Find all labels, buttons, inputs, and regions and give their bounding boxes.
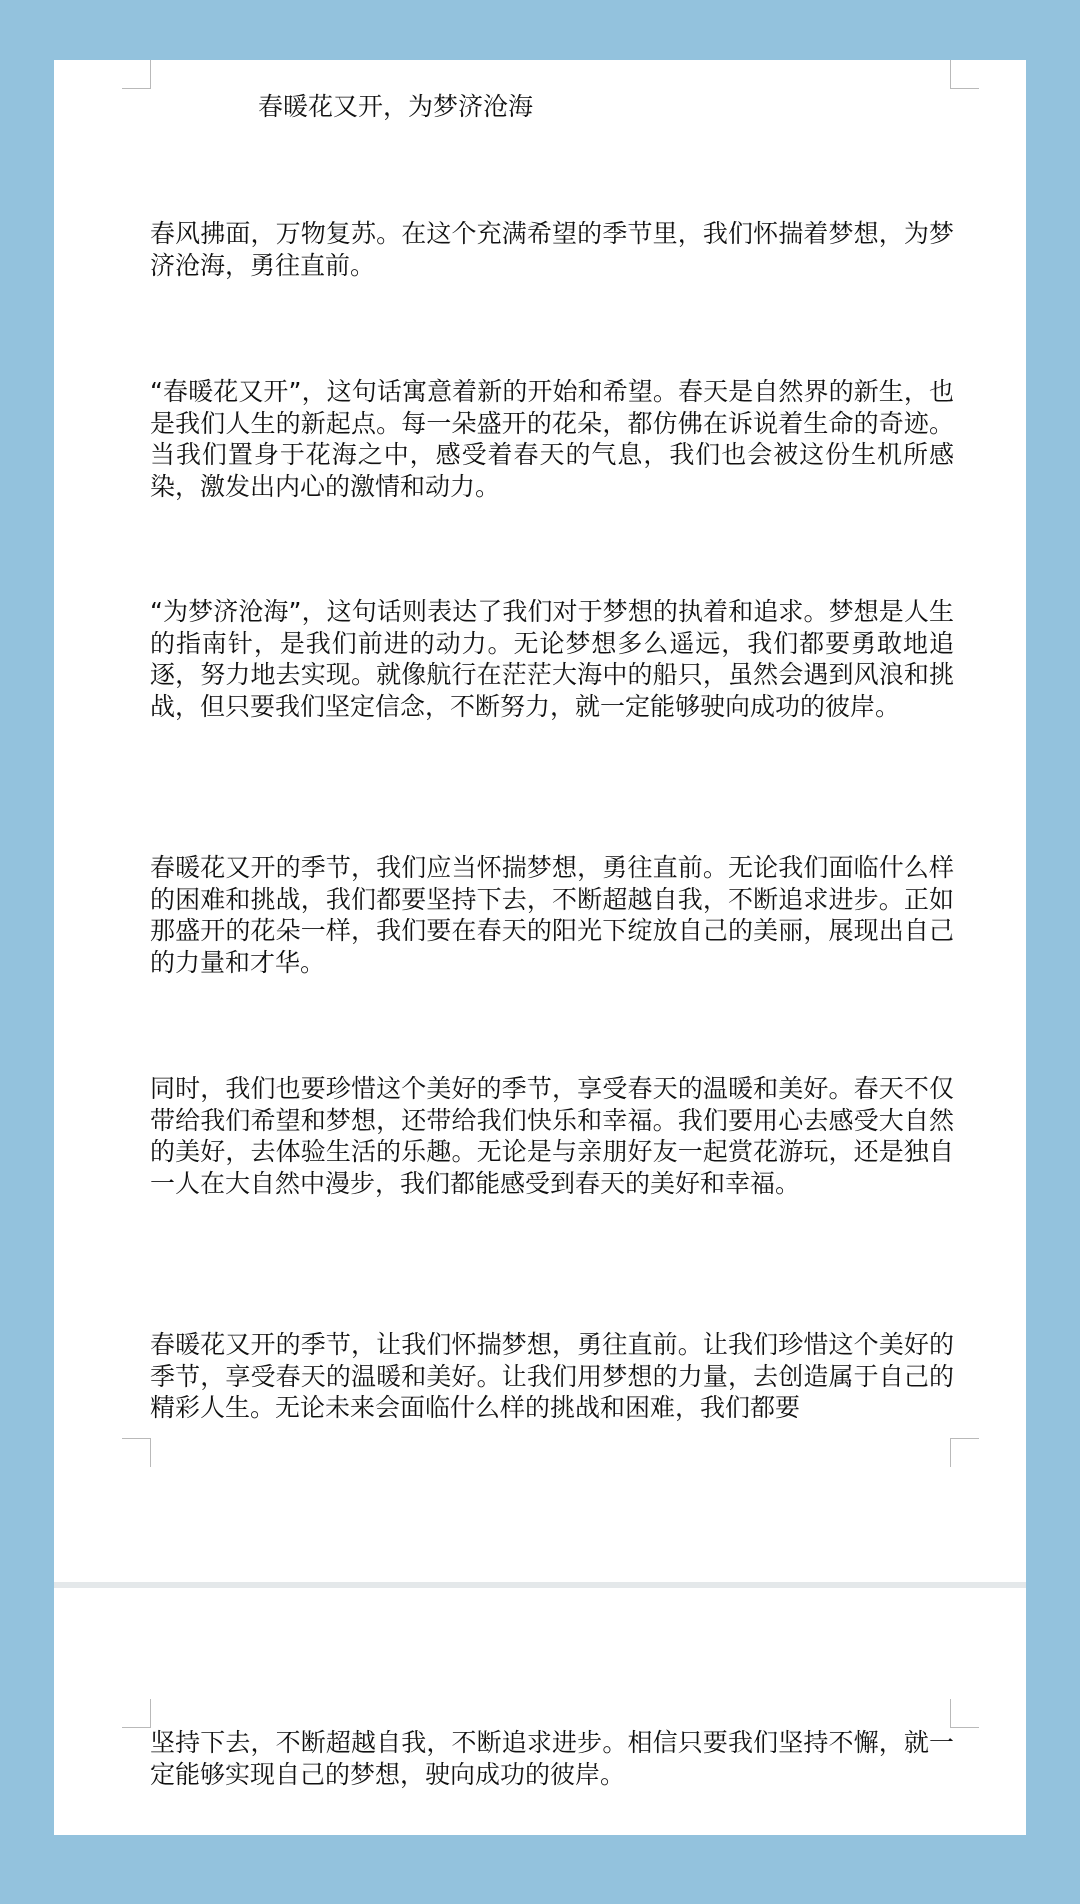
margin-corner-top-right xyxy=(950,1699,979,1728)
document-title: 春暖花又开，为梦济沧海 xyxy=(258,92,534,121)
margin-corner-top-left xyxy=(122,1699,151,1728)
paragraph[interactable]: “春暖花又开”，这句话寓意着新的开始和希望。春天是自然界的新生，也是我们人生的新起点。每一朵盛开的花朵，都仿佛在诉说着生命的奇迹。当我们置身于花海之中，感受着春天的气息，我们也会被这份生机所感染，激发出内心的激情和动力。 xyxy=(150,377,954,501)
paragraph[interactable]: 春暖花又开的季节，我们应当怀揣梦想，勇往直前。无论我们面临什么样的困难和挑战，我们都要坚持下去，不断超越自我，不断追求进步。正如那盛开的花朵一样，我们要在春天的阳光下绽放自己的美丽，展现出自己的力量和才华。 xyxy=(150,853,954,977)
paragraph[interactable]: 春风拂面，万物复苏。在这个充满希望的季节里，我们怀揣着梦想，为梦济沧海，勇往直前。 xyxy=(150,219,954,280)
paragraph[interactable]: 同时，我们也要珍惜这个美好的季节，享受春天的温暖和美好。春天不仅带给我们希望和梦想，还带给我们快乐和幸福。我们要用心去感受大自然的美好，去体验生活的乐趣。无论是与亲朋好友一起赏花游玩，还是独自一人在大自然中漫步，我们都能感受到春天的美好和幸福。 xyxy=(150,1074,954,1198)
paragraph[interactable]: “为梦济沧海”，这句话则表达了我们对于梦想的执着和追求。梦想是人生的指南针，是我们前进的动力。无论梦想多么遥远，我们都要勇敢地追逐，努力地去实现。就像航行在茫茫大海中的船只，虽然会遇到风浪和挑战，但只要我们坚定信念，不断努力，就一定能够驶向成功的彼岸。 xyxy=(150,597,954,721)
document-page-2 xyxy=(54,1588,1026,1835)
margin-corner-top-left xyxy=(122,60,151,89)
margin-corner-bottom-left xyxy=(122,1438,151,1467)
paragraph[interactable]: 坚持下去，不断超越自我，不断追求进步。相信只要我们坚持不懈，就一定能够实现自己的梦想，驶向成功的彼岸。 xyxy=(150,1728,954,1789)
margin-corner-bottom-right xyxy=(950,1438,979,1467)
margin-corner-top-right xyxy=(950,60,979,89)
paragraph[interactable]: 春暖花又开的季节，让我们怀揣梦想，勇往直前。让我们珍惜这个美好的季节，享受春天的温暖和美好。让我们用梦想的力量，去创造属于自己的精彩人生。无论未来会面临什么样的挑战和困难，我们都要 xyxy=(150,1330,954,1422)
